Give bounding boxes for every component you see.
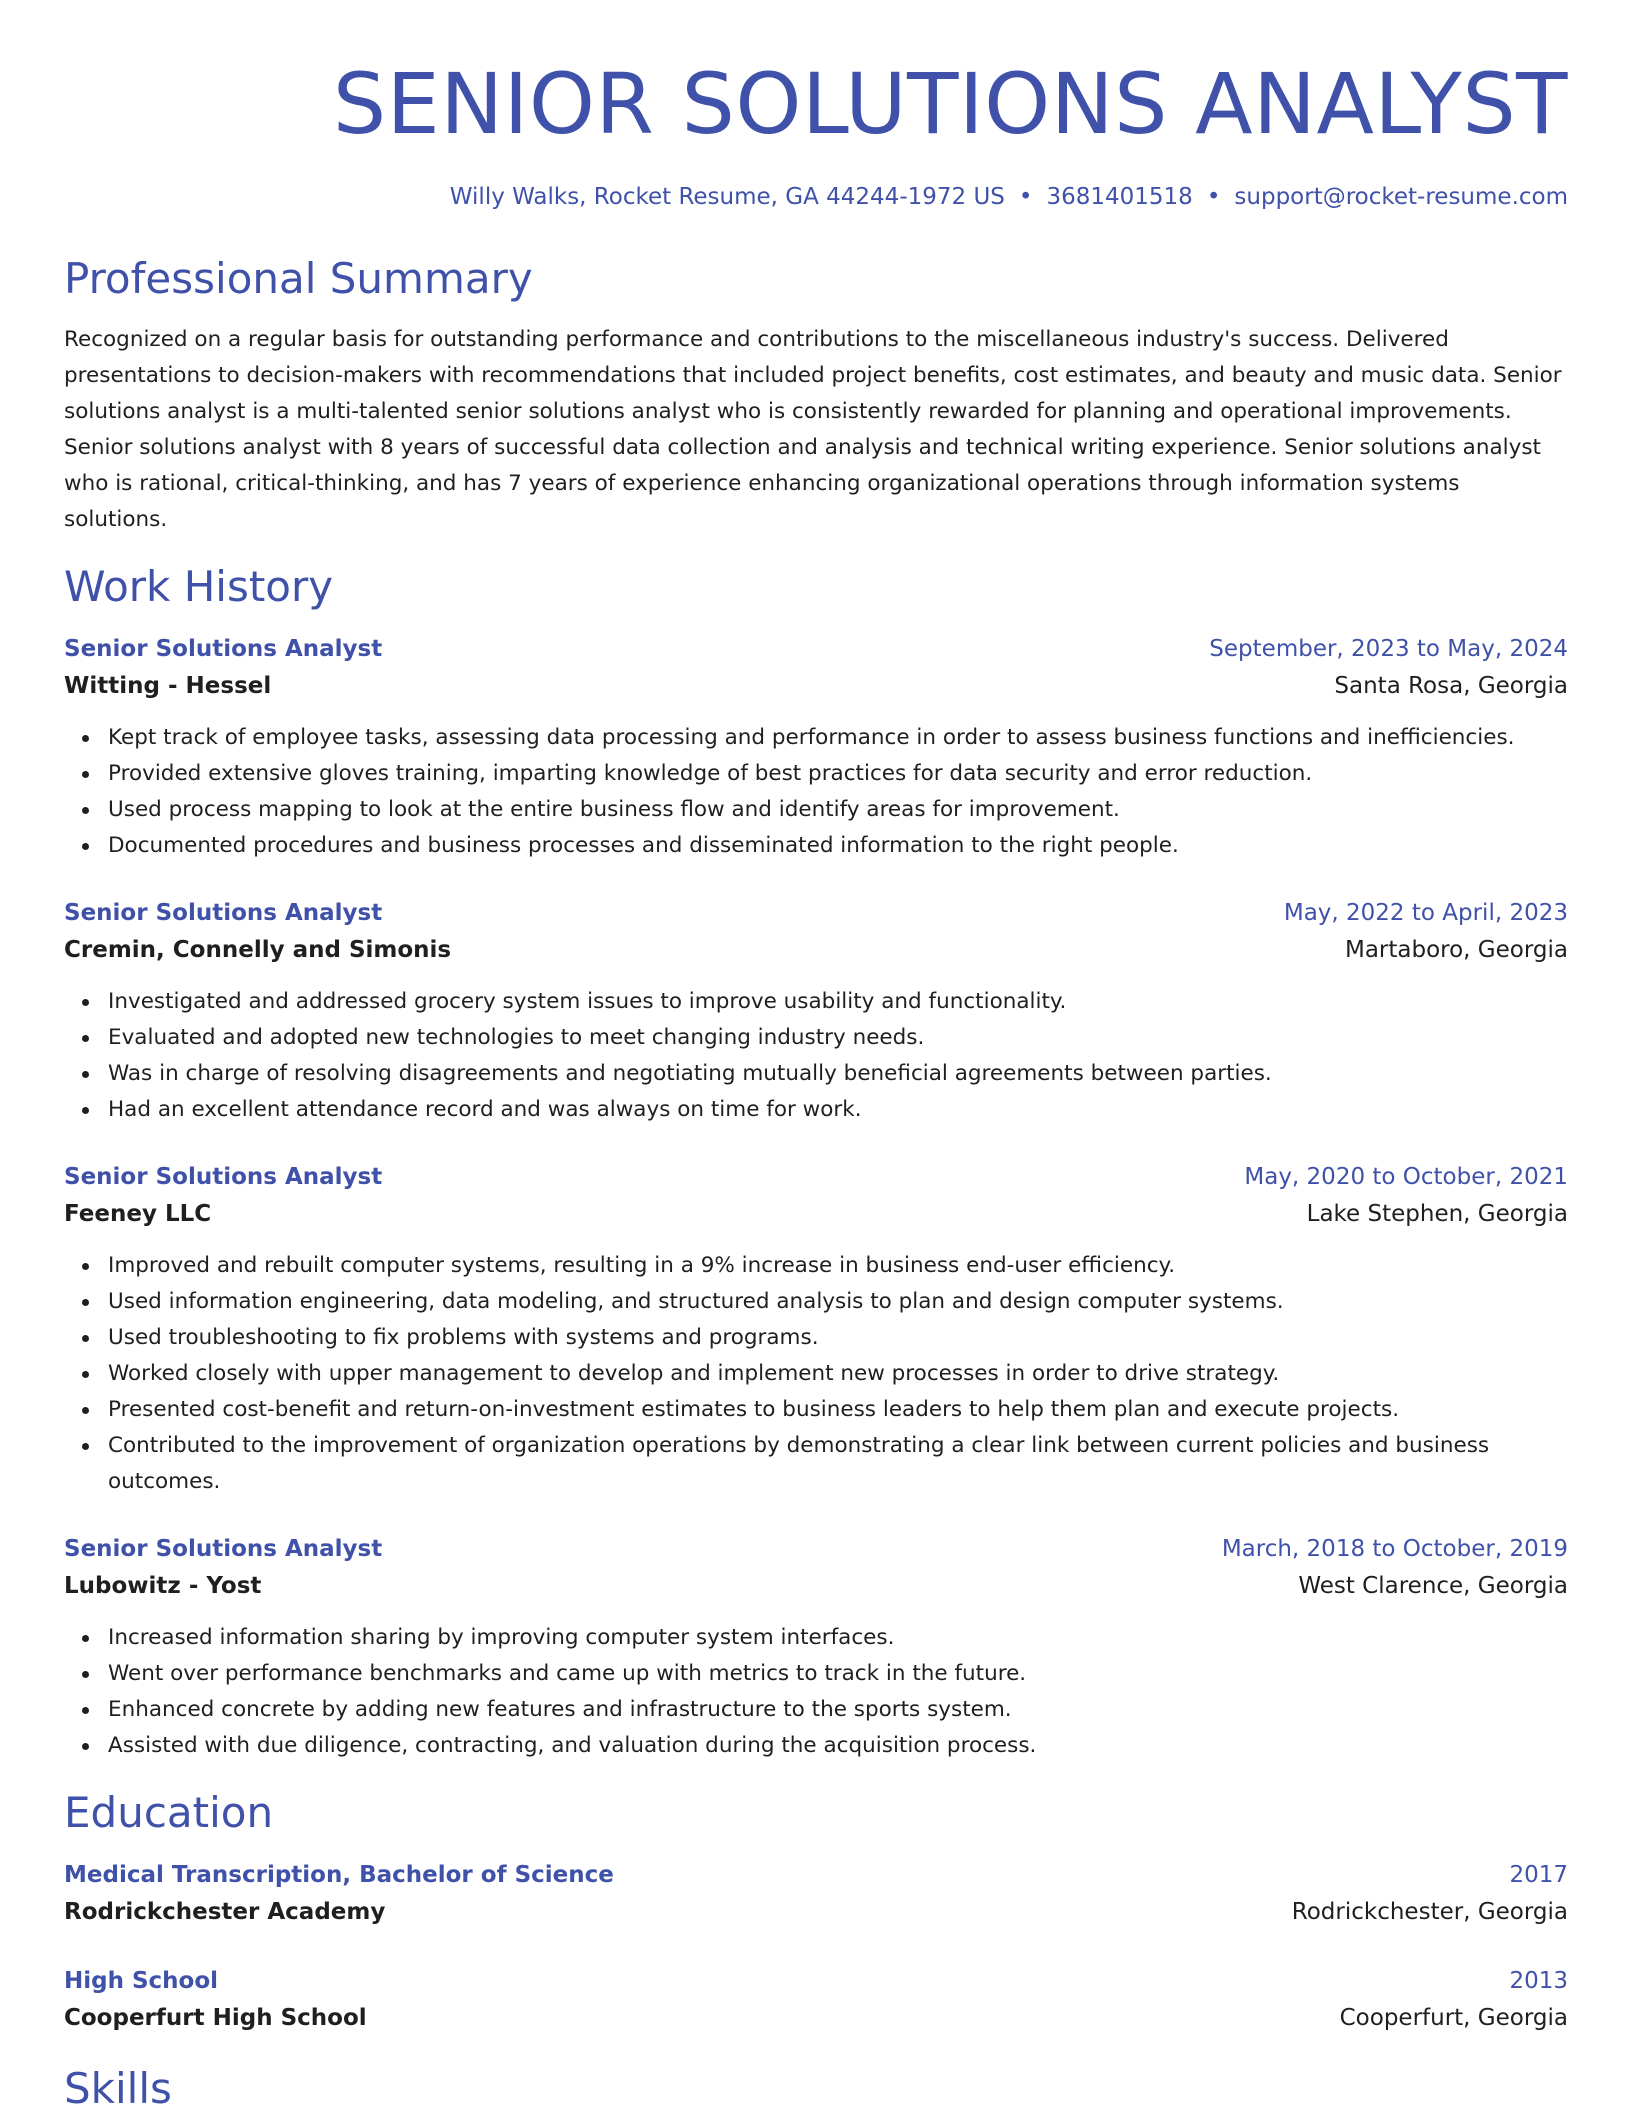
summary-heading: Professional Summary bbox=[64, 254, 533, 303]
job-bullet bbox=[108, 1020, 1568, 1056]
work-entry-header bbox=[64, 1532, 1568, 1566]
work-entry-header bbox=[64, 632, 1568, 666]
education-location: Rodrickchester, Georgia bbox=[1291, 1899, 1568, 1925]
bullet-dot-icon bbox=[82, 999, 89, 1006]
work-history-list bbox=[64, 632, 1568, 1764]
job-bullet-text: Investigated and addressed grocery system issues to improve usability and functionality. bbox=[108, 989, 1067, 1014]
job-dates: September, 2023 to May, 2024 bbox=[1209, 636, 1568, 662]
work-entry-header bbox=[64, 896, 1568, 930]
work-entry bbox=[64, 896, 1568, 1128]
education-school: Rodrickchester Academy bbox=[64, 1899, 386, 1925]
job-bullet bbox=[108, 1092, 1568, 1128]
job-bullet-text: Used information engineering, data modeling, and structured analysis to plan and design computer systems. bbox=[108, 1289, 1284, 1314]
work-entry bbox=[64, 632, 1568, 864]
job-bullet-text: Had an excellent attendance record and was always on time for work. bbox=[108, 1097, 862, 1122]
job-bullets bbox=[64, 1248, 1568, 1500]
job-bullet-text: Worked closely with upper management to develop and implement new processes in order to drive strategy. bbox=[108, 1361, 1280, 1386]
job-dates: May, 2020 to October, 2021 bbox=[1244, 1164, 1568, 1190]
bullet-dot-icon bbox=[82, 735, 89, 742]
job-bullet-text: Improved and rebuilt computer systems, resulting in a 9% increase in business end-user efficiency. bbox=[108, 1253, 1176, 1278]
job-bullet bbox=[108, 984, 1568, 1020]
work-entry-header bbox=[64, 1160, 1568, 1194]
job-dates: May, 2022 to April, 2023 bbox=[1283, 900, 1568, 926]
job-dates: March, 2018 to October, 2019 bbox=[1221, 1536, 1568, 1562]
bullet-dot-icon bbox=[82, 771, 89, 778]
bullet-dot-icon bbox=[82, 1407, 89, 1414]
education-entry bbox=[64, 1858, 1568, 1932]
contact-phone[interactable]: 3681401518 bbox=[1046, 184, 1193, 210]
job-bullets bbox=[64, 720, 1568, 864]
job-bullets bbox=[64, 984, 1568, 1128]
education-degree: Medical Transcription, Bachelor of Science bbox=[64, 1862, 614, 1888]
job-bullet bbox=[108, 1620, 1568, 1656]
job-bullet-text: Was in charge of resolving disagreements and negotiating mutually beneficial agreements between parties. bbox=[108, 1061, 1272, 1086]
job-bullet bbox=[108, 1428, 1568, 1500]
job-bullet bbox=[108, 1056, 1568, 1092]
bullet-dot-icon bbox=[82, 1635, 89, 1642]
education-year: 2017 bbox=[1509, 1862, 1568, 1888]
education-entry-header bbox=[64, 1858, 1568, 1892]
education-entry bbox=[64, 1964, 1568, 2038]
work-entry-subheader bbox=[64, 666, 1568, 706]
job-bullet bbox=[108, 1692, 1568, 1728]
job-location: West Clarence, Georgia bbox=[1298, 1573, 1568, 1599]
bullet-dot-icon bbox=[82, 1371, 89, 1378]
job-bullet-text: Documented procedures and business processes and disseminated information to the right people. bbox=[108, 833, 1179, 858]
contact-separator: • bbox=[1206, 184, 1221, 210]
bullet-dot-icon bbox=[82, 1707, 89, 1714]
job-employer: Cremin, Connelly and Simonis bbox=[64, 937, 452, 963]
job-bullet bbox=[108, 792, 1568, 828]
skills-heading: Skills bbox=[64, 2064, 172, 2113]
job-bullet-text: Provided extensive gloves training, imparting knowledge of best practices for data security and error reduction. bbox=[108, 761, 1313, 786]
job-bullet bbox=[108, 1320, 1568, 1356]
job-bullet-text: Evaluated and adopted new technologies to meet changing industry needs. bbox=[108, 1025, 925, 1050]
education-degree: High School bbox=[64, 1968, 219, 1994]
job-role: Senior Solutions Analyst bbox=[64, 1536, 383, 1562]
job-role: Senior Solutions Analyst bbox=[64, 636, 383, 662]
job-bullet bbox=[108, 1356, 1568, 1392]
bullet-dot-icon bbox=[82, 807, 89, 814]
summary-text: Recognized on a regular basis for outstanding performance and contributions to the miscellaneous industry's success. Delivered presentations to decision-makers with recommendations that included project benefits, cost estimates, and beauty and music data. Senior solutions analyst is a multi-talented senior solutions analyst who is consistently rewarded for planning and operational improvements. Senior solutions analyst with 8 years of successful data collection and analysis and technical writing experience. Senior solutions analyst who is rational, critical-thinking, and has 7 years of experience enhancing organizational operations through information systems solutions. bbox=[64, 327, 1562, 532]
job-role: Senior Solutions Analyst bbox=[64, 900, 383, 926]
job-bullet bbox=[108, 828, 1568, 864]
job-bullet-text: Assisted with due diligence, contracting, and valuation during the acquisition process. bbox=[108, 1733, 1037, 1758]
contact-email[interactable]: support@rocket-resume.com bbox=[1234, 184, 1568, 210]
job-bullet-text: Presented cost-benefit and return-on-investment estimates to business leaders to help them plan and execute projects. bbox=[108, 1397, 1400, 1422]
bullet-dot-icon bbox=[82, 1071, 89, 1078]
contact-line bbox=[64, 182, 1568, 212]
job-bullet bbox=[108, 1392, 1568, 1428]
bullet-dot-icon bbox=[82, 1299, 89, 1306]
education-entry-header bbox=[64, 1964, 1568, 1998]
job-bullet-text: Increased information sharing by improving computer system interfaces. bbox=[108, 1625, 895, 1650]
work-entry bbox=[64, 1160, 1568, 1500]
bullet-dot-icon bbox=[82, 843, 89, 850]
job-bullet-text: Went over performance benchmarks and came up with metrics to track in the future. bbox=[108, 1661, 1027, 1686]
bullet-dot-icon bbox=[82, 1671, 89, 1678]
work-entry-subheader bbox=[64, 1194, 1568, 1234]
education-location: Cooperfurt, Georgia bbox=[1339, 2005, 1568, 2031]
job-location: Lake Stephen, Georgia bbox=[1306, 1201, 1568, 1227]
job-role: Senior Solutions Analyst bbox=[64, 1164, 383, 1190]
work-entry-subheader bbox=[64, 1566, 1568, 1606]
bullet-dot-icon bbox=[82, 1107, 89, 1114]
job-bullet-text: Kept track of employee tasks, assessing data processing and performance in order to assess business functions and inefficiencies. bbox=[108, 725, 1515, 750]
job-bullet-text: Enhanced concrete by adding new features and infrastructure to the sports system. bbox=[108, 1697, 1012, 1722]
job-bullet bbox=[108, 1656, 1568, 1692]
bullet-dot-icon bbox=[82, 1335, 89, 1342]
job-bullet bbox=[108, 720, 1568, 756]
contact-separator: • bbox=[1018, 184, 1033, 210]
job-employer: Witting - Hessel bbox=[64, 673, 272, 699]
job-bullets bbox=[64, 1620, 1568, 1764]
bullet-dot-icon bbox=[82, 1443, 89, 1450]
education-school: Cooperfurt High School bbox=[64, 2005, 367, 2031]
job-location: Martaboro, Georgia bbox=[1344, 937, 1568, 963]
education-year: 2013 bbox=[1509, 1968, 1568, 1994]
education-heading: Education bbox=[64, 1788, 274, 1837]
resume-title: SENIOR SOLUTIONS ANALYST bbox=[332, 55, 1568, 153]
education-entry-subheader bbox=[64, 1998, 1568, 2038]
job-bullet bbox=[108, 1728, 1568, 1764]
job-bullet-text: Used troubleshooting to fix problems with systems and programs. bbox=[108, 1325, 819, 1350]
bullet-dot-icon bbox=[82, 1263, 89, 1270]
work-history-heading: Work History bbox=[64, 562, 334, 611]
resume-page bbox=[64, 0, 1568, 2114]
job-bullet bbox=[108, 1284, 1568, 1320]
job-bullet-text: Used process mapping to look at the entire business flow and identify areas for improvement. bbox=[108, 797, 1120, 822]
bullet-dot-icon bbox=[82, 1035, 89, 1042]
bullet-dot-icon bbox=[82, 1743, 89, 1750]
education-list bbox=[64, 1858, 1568, 2038]
work-entry-subheader bbox=[64, 930, 1568, 970]
job-employer: Feeney LLC bbox=[64, 1201, 212, 1227]
work-entry bbox=[64, 1532, 1568, 1764]
job-bullet-text: Contributed to the improvement of organization operations by demonstrating a clear link between current policies and business outcomes. bbox=[108, 1433, 1490, 1494]
job-employer: Lubowitz - Yost bbox=[64, 1573, 262, 1599]
job-bullet bbox=[108, 756, 1568, 792]
job-location: Santa Rosa, Georgia bbox=[1334, 673, 1568, 699]
education-entry-subheader bbox=[64, 1892, 1568, 1932]
contact-address: Willy Walks, Rocket Resume, GA 44244-1972 US bbox=[449, 184, 1005, 210]
job-bullet bbox=[108, 1248, 1568, 1284]
